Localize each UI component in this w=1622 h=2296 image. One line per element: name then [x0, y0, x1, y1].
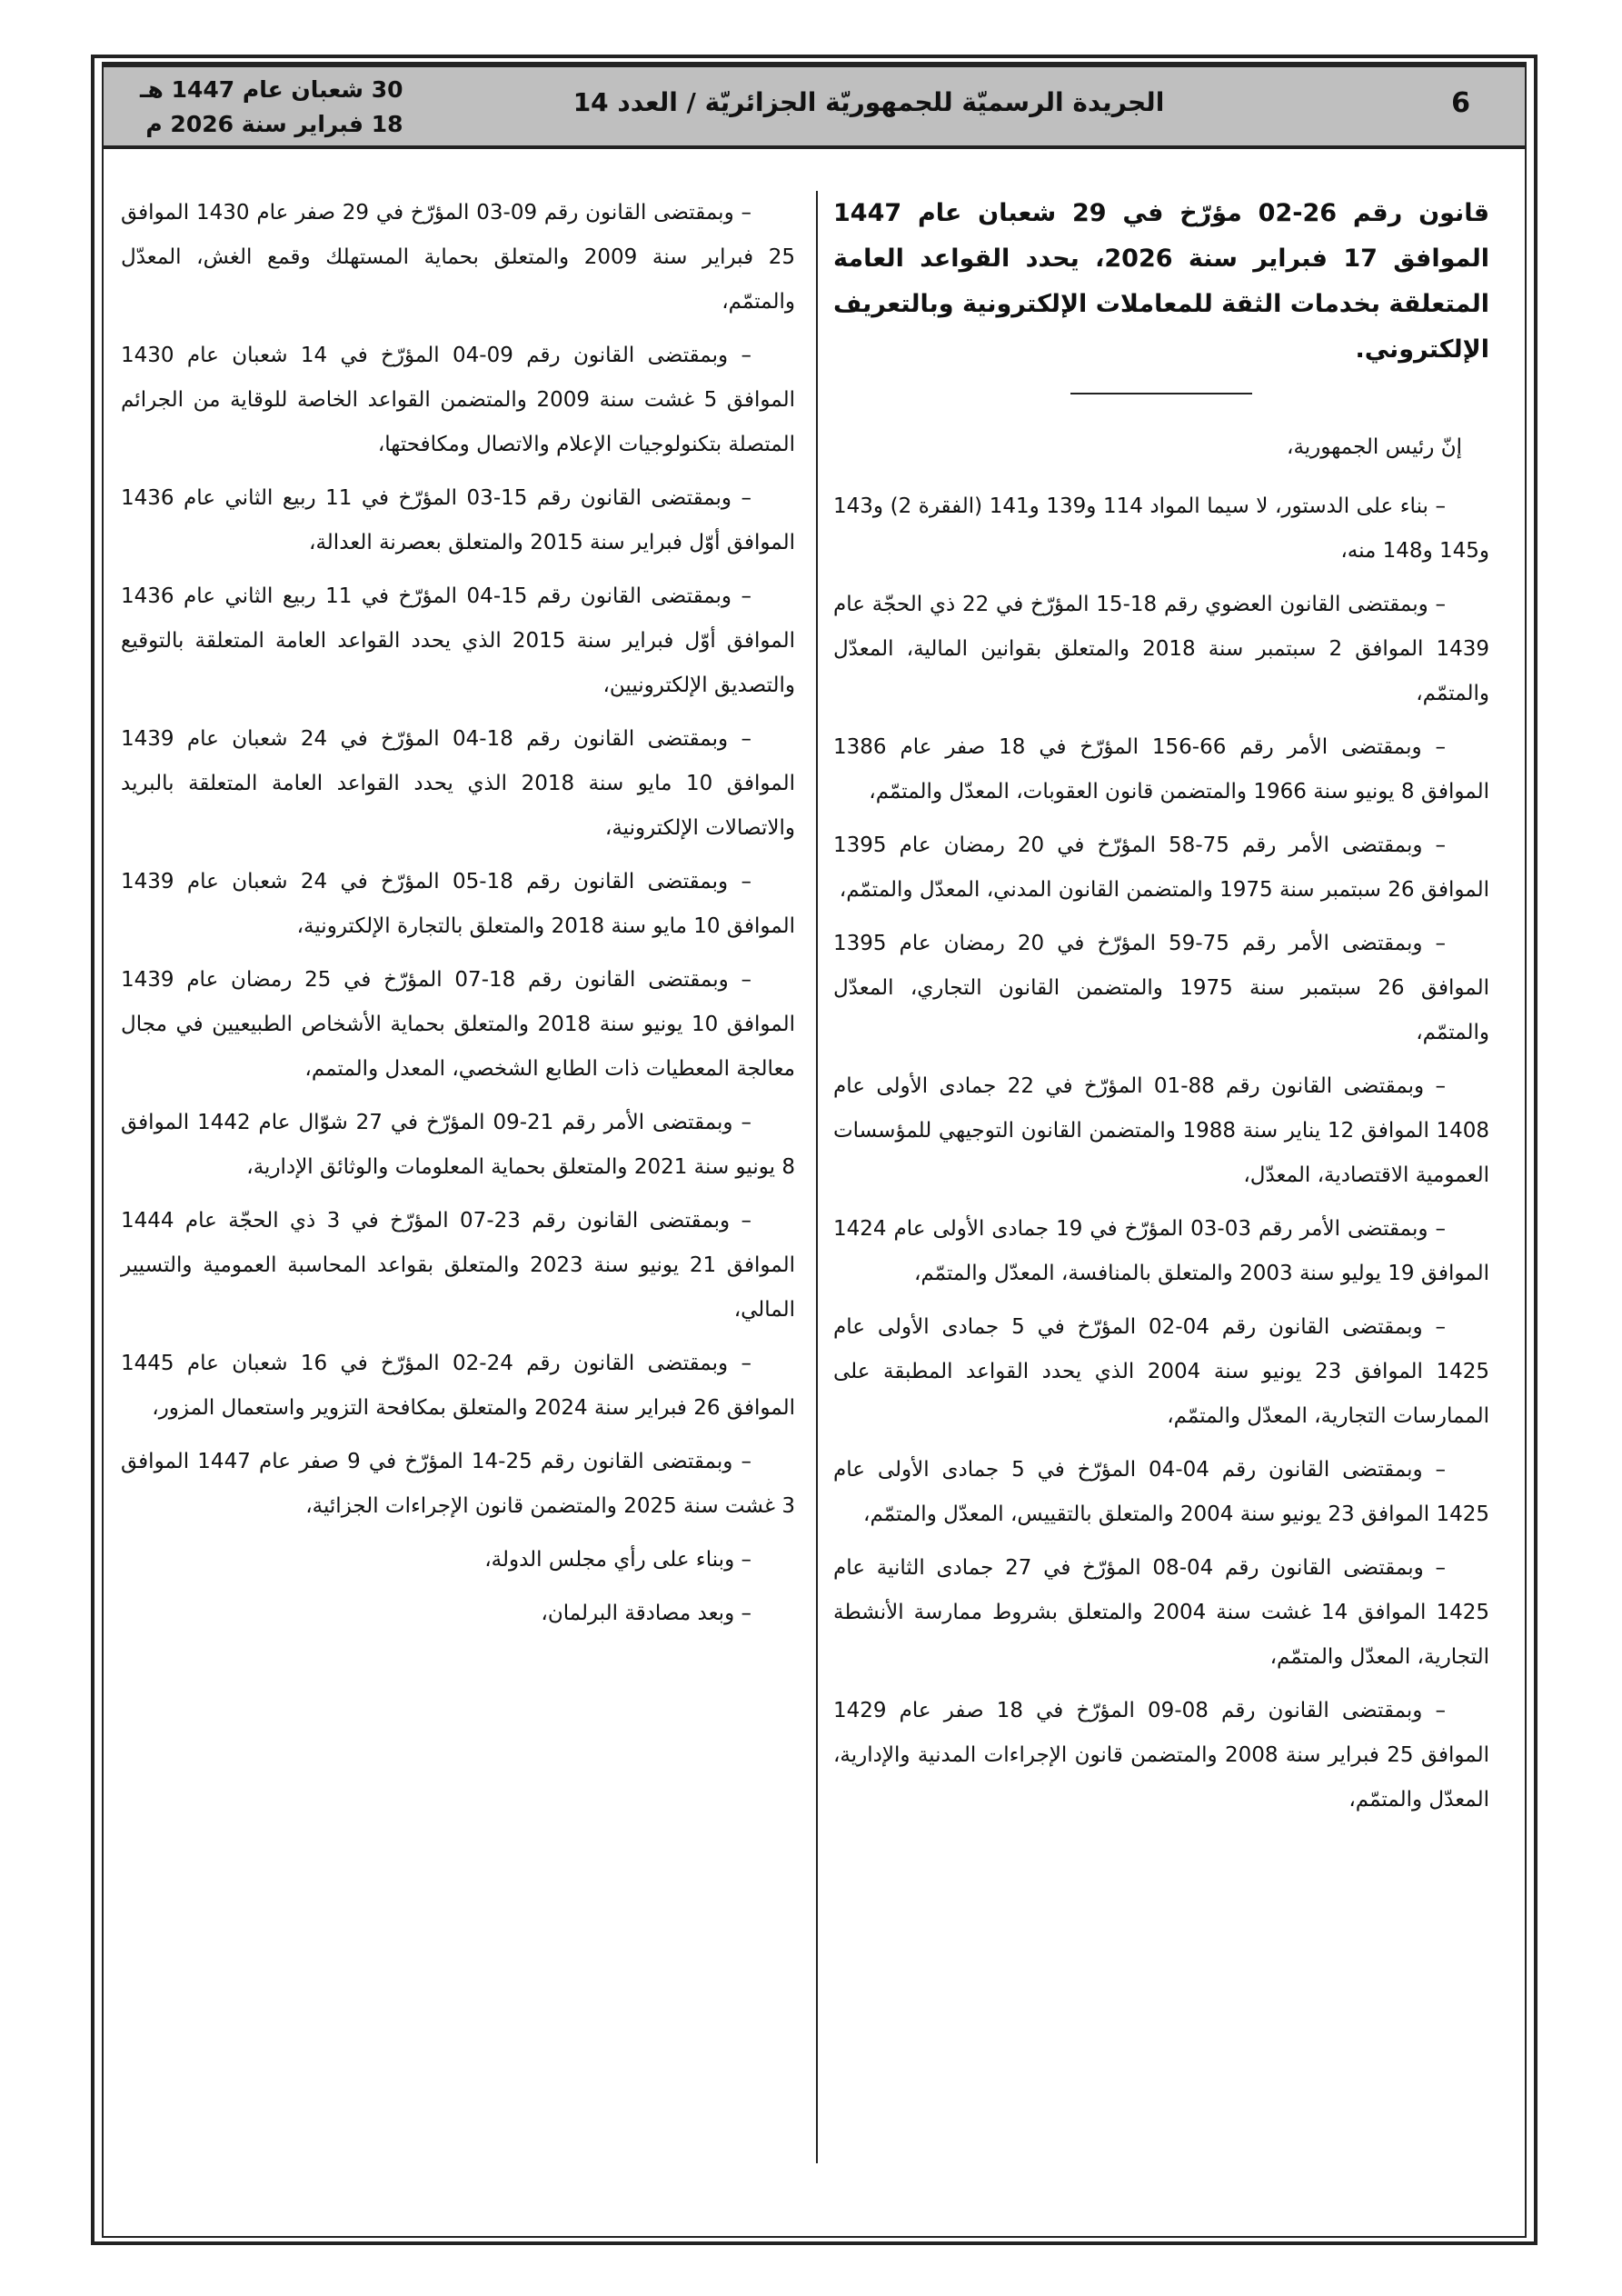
preamble-paragraph: – وبعد مصادقة البرلمان،: [541, 1602, 751, 1625]
right-column: [833, 191, 1489, 1832]
right-paragraphs: [833, 425, 1489, 1822]
preamble-paragraph: – وبمقتضى القانون رقم 04-04 المؤرّخ في 5 جمادى الأولى عام 1425 الموافق 23 يونيو سنة 2004 والمتعلق بالتقييس، المعدّل والمتمّم،: [833, 1458, 1489, 1526]
preamble-paragraph: – وبمقتضى القانون رقم 18-04 المؤرّخ في 24 شعبان عام 1439 الموافق 10 مايو سنة 2018 الذي يحدد القواعد العامة المتعلقة بالبريد والاتصالات الإلكترونية،: [121, 727, 795, 840]
preamble-paragraph: – وبمقتضى القانون العضوي رقم 18-15 المؤرّخ في 22 ذي الحجّة عام 1439 الموافق 2 سبتمبر سنة 2018 والمتعلق بقوانين المالية، المعدّل والمتمّم،: [833, 593, 1490, 705]
preamble-paragraph: – وبمقتضى القانون رقم 15-03 المؤرّخ في 11 ربيع الثاني عام 1436 الموافق أوّل فبراير سنة 2015 والمتعلق بعصرنة العدالة،: [121, 486, 795, 554]
preamble-opening: إنّ رئيس الجمهورية،: [1287, 435, 1462, 459]
page-number: 6: [1451, 87, 1470, 119]
preamble-paragraph: – وبمقتضى القانون رقم 18-05 المؤرّخ في 24 شعبان عام 1439 الموافق 10 مايو سنة 2018 والمتعلق بالتجارة الإلكترونية،: [121, 870, 795, 938]
journal-title: الجريدة الرسميّة للجمهوريّة الجزائريّة / العدد 14: [572, 87, 1165, 117]
preamble-paragraph: – وبمقتضى الأمر رقم 75-59 المؤرّخ في 20 رمضان عام 1395 الموافق 26 سبتمبر سنة 1975 والمتضمن القانون التجاري، المعدّل والمتمّم،: [833, 932, 1489, 1044]
preamble-paragraph: – وبمقتضى القانون رقم 18-07 المؤرّخ في 25 رمضان عام 1439 الموافق 10 يونيو سنة 2018 والمتعلق بحماية الأشخاص الطبيعيين في مجال معالجة المعطيات ذات الطابع الشخصي، المعدل والمتمم،: [121, 968, 795, 1081]
preamble-paragraph: – وبمقتضى القانون رقم 15-04 المؤرّخ في 11 ربيع الثاني عام 1436 الموافق أوّل فبراير سنة 2015 الذي يحدد القواعد العامة المتعلقة بالتوقيع والتصديق الإلكترونيين،: [121, 584, 795, 697]
preamble-paragraph: – وبمقتضى الأمر رقم 03-03 المؤرّخ في 19 جمادى الأولى عام 1424 الموافق 19 يوليو سنة 2003 والمتعلق بالمنافسة، المعدّل والمتمّم،: [833, 1217, 1489, 1285]
law-title: قانون رقم 26-02 مؤرّخ في 29 شعبان عام 1447 الموافق 17 فبراير سنة 2026، يحدد القواعد العامة المتعلقة بخدمات الثقة للمعاملات الإلكترونية وبالتعريف الإلكتروني.: [833, 199, 1490, 364]
issue-date: [140, 73, 403, 142]
title-separator: [1070, 393, 1252, 394]
preamble-paragraph: – وبمقتضى القانون رقم 04-02 المؤرّخ في 5 جمادى الأولى عام 1425 الموافق 23 يونيو سنة 2004 الذي يحدد القواعد المطبقة على الممارسات التجارية، المعدّل والمتمّم،: [833, 1315, 1490, 1428]
hijri-date: 30 شعبان عام 1447 هـ: [140, 76, 403, 103]
preamble-paragraph: – وبمقتضى القانون رقم 09-03 المؤرّخ في 29 صفر عام 1430 الموافق 25 فبراير سنة 2009 والمتعلق بحماية المستهلك وقمع الغش، المعدّل والمتمّم،: [121, 201, 795, 314]
left-paragraphs: [121, 191, 795, 1636]
preamble-paragraph: – وبمقتضى القانون رقم 08-09 المؤرّخ في 18 صفر عام 1429 الموافق 25 فبراير سنة 2008 والمتضمن قانون الإجراءات المدنية والإدارية، المعدّل والمتمّم،: [833, 1699, 1489, 1812]
preamble-paragraph: – وبمقتضى الأمر رقم 21-09 المؤرّخ في 27 شوّال عام 1442 الموافق 8 يونيو سنة 2021 والمتعلق بحماية المعلومات والوثائق الإدارية،: [121, 1111, 795, 1179]
preamble-paragraph: – وبمقتضى القانون رقم 23-07 المؤرّخ في 3 ذي الحجّة عام 1444 الموافق 21 يونيو سنة 2023 والمتعلق بقواعد المحاسبة العمومية والتسيير المالي،: [121, 1209, 796, 1322]
gregorian-date: 18 فبراير سنة 2026 م: [145, 111, 403, 137]
preamble-paragraph: – وبمقتضى الأمر رقم 75-58 المؤرّخ في 20 رمضان عام 1395 الموافق 26 سبتمبر سنة 1975 والمتضمن القانون المدني، المعدّل والمتمّم،: [833, 834, 1489, 902]
preamble-paragraph: – وبناء على رأي مجلس الدولة،: [484, 1548, 751, 1572]
preamble-paragraph: – وبمقتضى القانون رقم 24-02 المؤرّخ في 16 شعبان عام 1445 الموافق 26 فبراير سنة 2024 والمتعلق بمكافحة التزوير واستعمال المزور،: [121, 1352, 795, 1420]
preamble-paragraph: – وبمقتضى القانون رقم 25-14 المؤرّخ في 9 صفر عام 1447 الموافق 3 غشت سنة 2025 والمتضمن قانون الإجراءات الجزائية،: [121, 1450, 795, 1518]
preamble-paragraph: – وبمقتضى القانون رقم 88-01 المؤرّخ في 22 جمادى الأولى عام 1408 الموافق 12 يناير سنة 1988 والمتضمن القانون التوجيهي للمؤسسات العمومية الاقتصادية، المعدّل،: [833, 1074, 1489, 1187]
preamble-paragraph: – بناء على الدستور، لا سيما المواد 114 و139 و141 (الفقرة 2) و143 و145 و148 منه،: [833, 494, 1489, 563]
preamble-paragraph: – وبمقتضى القانون رقم 09-04 المؤرّخ في 14 شعبان عام 1430 الموافق 5 غشت سنة 2009 والمتضمن القواعد الخاصة للوقاية من الجرائم المتصلة بتكنولوجيات الإعلام والاتصال ومكافحتها،: [121, 344, 795, 456]
preamble-paragraph: – وبمقتضى الأمر رقم 66-156 المؤرّخ في 18 صفر عام 1386 الموافق 8 يونيو سنة 1966 والمتضمن قانون العقوبات، المعدّل والمتمّم،: [833, 735, 1489, 804]
left-column: [121, 191, 795, 1645]
column-divider: [816, 191, 818, 2163]
preamble-paragraph: – وبمقتضى القانون رقم 04-08 المؤرّخ في 27 جمادى الثانية عام 1425 الموافق 14 غشت سنة 2004 والمتعلق بشروط ممارسة الأنشطة التجارية، المعدّل والمتمّم،: [833, 1556, 1490, 1669]
page-header: [104, 64, 1525, 149]
